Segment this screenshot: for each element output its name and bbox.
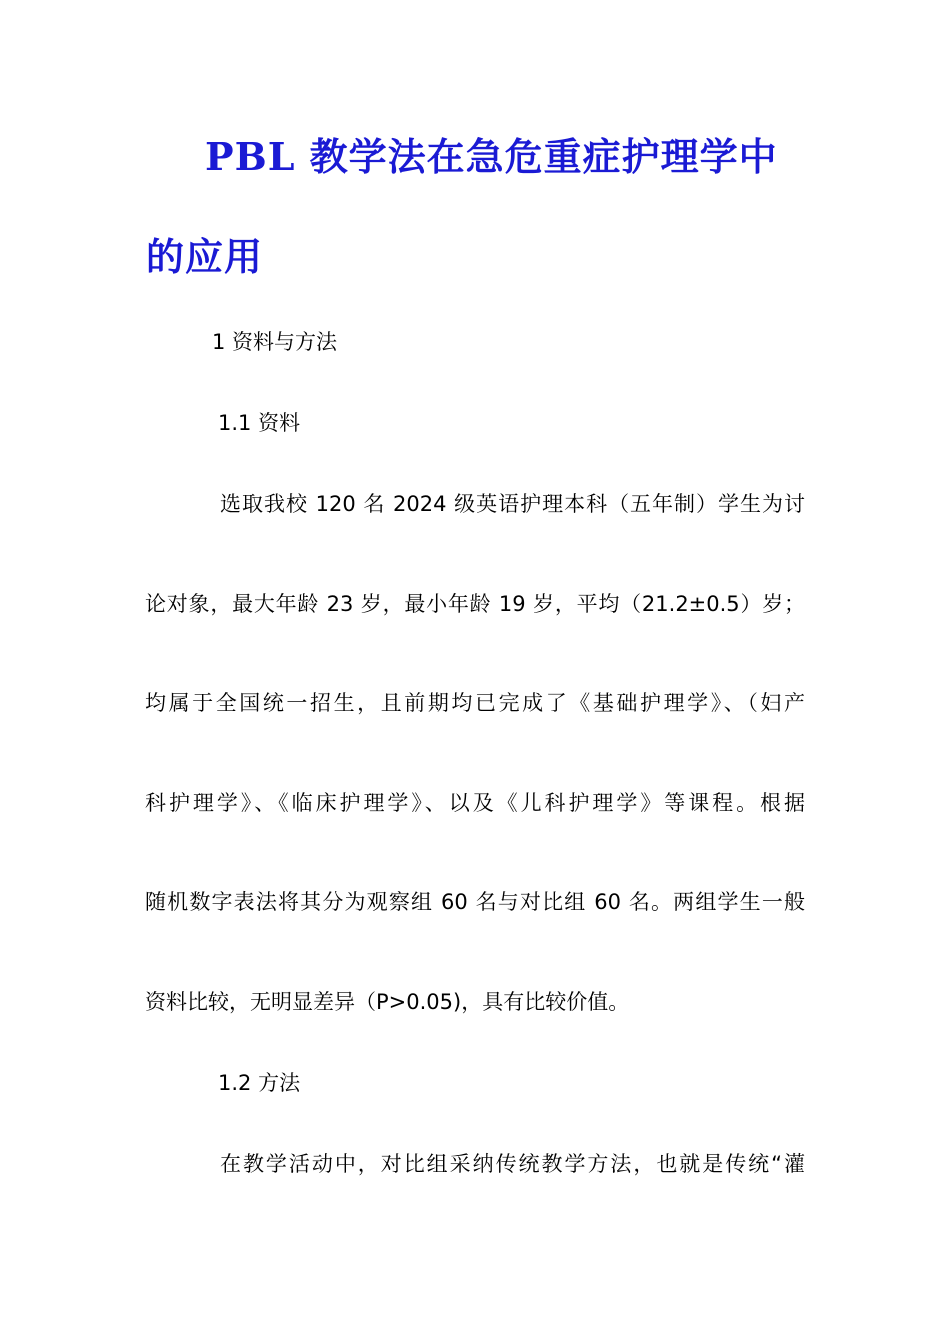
document-title-line-1: PBL 教学法在急危重症护理学中 [205, 134, 778, 179]
paragraph-line: 在教学活动中，对比组采纳传统教学方法，也就是传统“灌 [220, 1152, 805, 1176]
paragraph-line: 论对象，最大年龄 23 岁，最小年龄 19 岁，平均（21.2±0.5）岁； [145, 592, 805, 616]
paragraph-line: 均属于全国统一招生，且前期均已完成了《基础护理学》、（妇产 [145, 691, 805, 715]
section-1-heading: 1 资料与方法 [212, 330, 338, 354]
paragraph-line: 科护理学》、《临床护理学》、以及《儿科护理学》等课程。根据 [145, 791, 805, 815]
paragraph-line: 资料比较，无明显差异（P>0.05)，具有比较价值。 [145, 990, 630, 1014]
section-1-2-heading: 1.2 方法 [218, 1071, 301, 1095]
paragraph-line: 选取我校 120 名 2024 级英语护理本科（五年制）学生为讨 [220, 492, 805, 516]
document-title-line-2: 的应用 [146, 234, 264, 279]
section-1-1-heading: 1.1 资料 [218, 411, 301, 435]
paragraph-line: 随机数字表法将其分为观察组 60 名与对比组 60 名。两组学生一般 [145, 890, 805, 914]
